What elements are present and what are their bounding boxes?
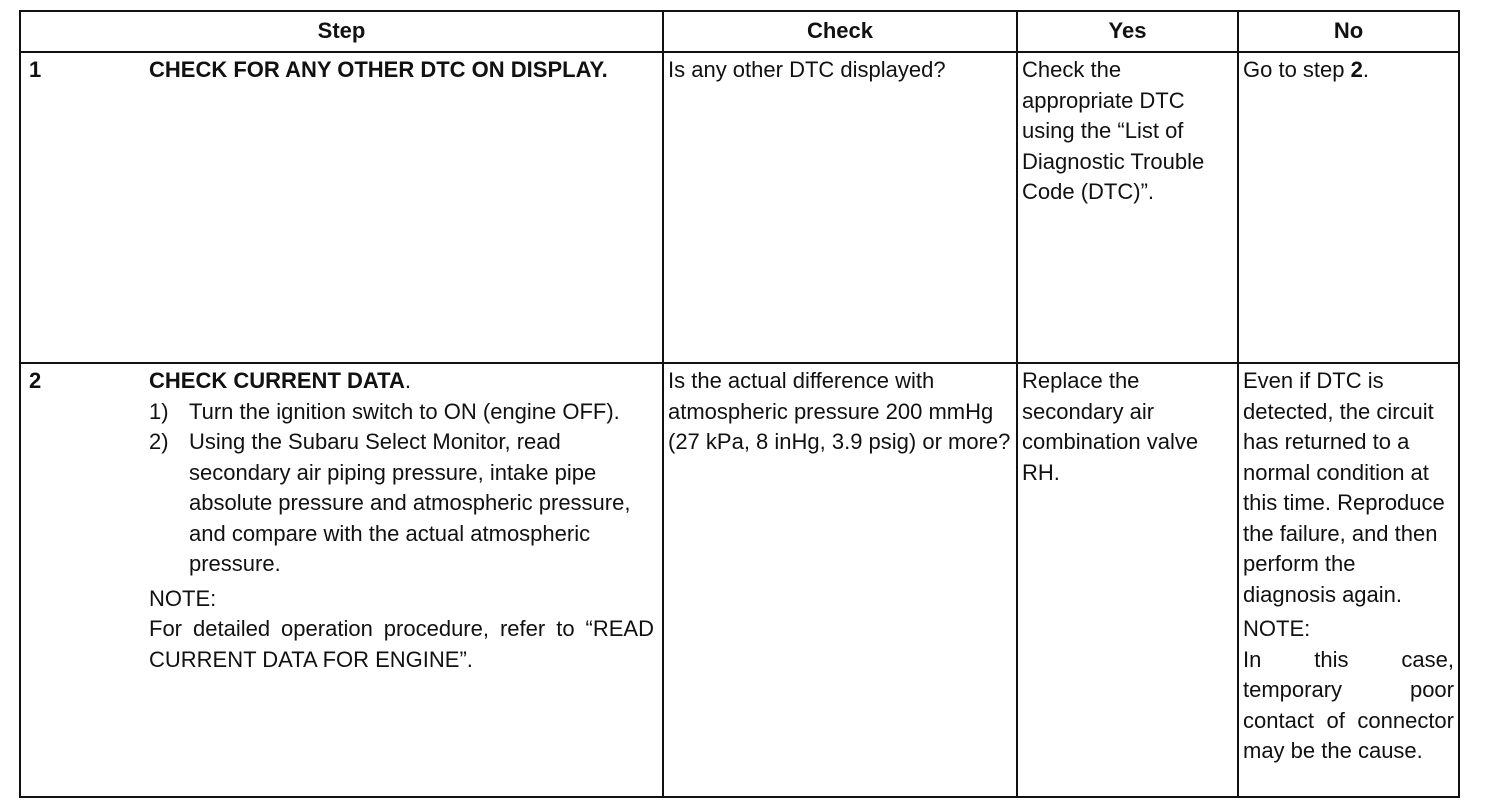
note-text: For detailed operation procedure, refer to “READ CURRENT DATA FOR ENGINE”.: [149, 616, 654, 672]
header-no: No: [1238, 11, 1459, 52]
yes-cell: [1017, 363, 1238, 797]
note-label: NOTE:: [1243, 616, 1311, 641]
no-text-suffix: .: [1362, 57, 1369, 82]
check-cell: [663, 363, 1017, 797]
go-to-step-number: 2: [1350, 57, 1363, 82]
check-cell: [663, 52, 1017, 363]
substep-number: 2): [149, 429, 169, 454]
no-cell: [1238, 52, 1459, 363]
step-cell: [20, 52, 663, 363]
step-title: CHECK FOR ANY OTHER DTC ON DISPLAY.: [149, 57, 608, 82]
table-row: [20, 363, 1459, 797]
header-row: [20, 11, 1459, 52]
header-step: Step: [20, 11, 663, 52]
check-text: Is the actual difference with atmospheric pressure 200 mmHg (27 kPa, 8 inHg, 3.9 psig) or more?: [668, 368, 1011, 454]
step-cell: [20, 363, 663, 797]
header-yes: Yes: [1017, 11, 1238, 52]
step-title: CHECK CURRENT DATA: [149, 368, 405, 393]
check-text: Is any other DTC displayed?: [668, 57, 946, 82]
step-number: 1: [29, 57, 42, 82]
step-number: 2: [29, 368, 42, 393]
yes-cell: [1017, 52, 1238, 363]
note-label: NOTE:: [149, 585, 217, 611]
substep-text: Turn the ignition switch to ON (engine OFF).: [189, 398, 620, 424]
step-title-suffix: .: [404, 368, 411, 393]
no-cell: [1238, 363, 1459, 797]
step-title-line: [149, 366, 654, 397]
substep: [149, 397, 654, 428]
substep-text: Using the Subaru Select Monitor, read secondary air piping pressure, intake pipe absolute pressure and atmospheric pressure, and compare with the actual atmospheric pressure.: [189, 429, 631, 576]
yes-text: Replace the secondary air combination valve RH.: [1022, 368, 1199, 485]
table-row: [20, 52, 1459, 363]
no-text: [1239, 53, 1458, 86]
substep-number: 1): [149, 398, 169, 424]
no-text-prefix: Go to step: [1243, 57, 1351, 82]
note-text: In this case, temporary poor contact of connector may be the cause.: [1243, 646, 1454, 763]
substep: [149, 427, 654, 580]
header-check: Check: [663, 11, 1017, 52]
yes-text: Check the appropriate DTC using the “List of Diagnostic Trouble Code (DTC)”.: [1022, 57, 1205, 204]
diagnostic-table: [19, 10, 1460, 798]
no-text: Even if DTC is detected, the circuit has returned to a normal condition at this time. Reproduce the failure, and then perform the diagnosis again.: [1243, 368, 1445, 607]
